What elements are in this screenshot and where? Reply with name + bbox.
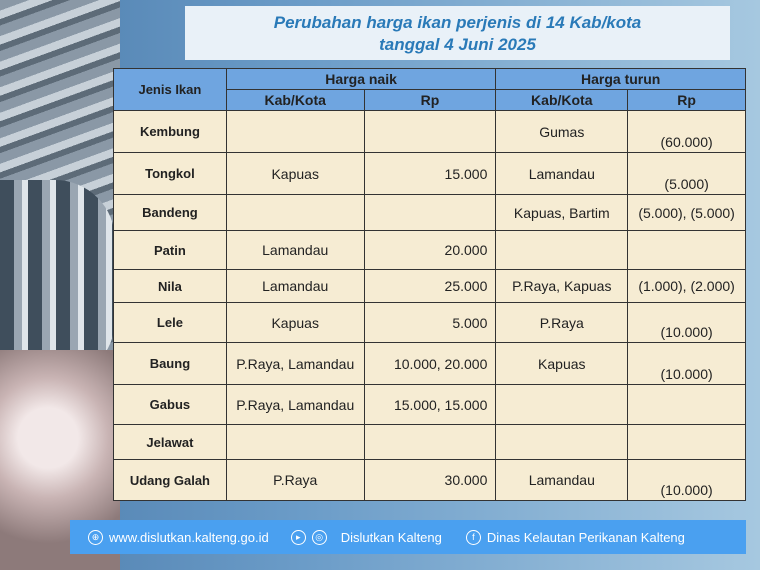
fish-name-cell: Kembung (114, 111, 227, 153)
turun-kab-cell (496, 231, 628, 270)
table-row (114, 303, 746, 343)
turun-kab-cell: Kapuas, Bartim (496, 195, 628, 231)
header-jenis: Jenis Ikan (114, 69, 227, 111)
naik-rp-cell (364, 111, 496, 153)
website-link[interactable]: www.dislutkan.kalteng.go.id (109, 529, 269, 545)
naik-rp-cell: 20.000 (364, 231, 496, 270)
footer-bar (70, 520, 746, 554)
turun-rp-cell: (10.000) (628, 343, 746, 385)
facebook-page[interactable]: Dinas Kelautan Perikanan Kalteng (486, 529, 685, 545)
naik-rp-cell: 15.000 (364, 153, 496, 195)
fish-name-cell: Tongkol (114, 153, 227, 195)
turun-rp-cell: (60.000) (628, 111, 746, 153)
table-row (114, 270, 746, 303)
naik-kab-cell: P.Raya, Lamandau (226, 343, 364, 385)
table-row (114, 385, 746, 425)
naik-kab-cell: Kapuas (226, 153, 364, 195)
table-row (114, 195, 746, 231)
fish-name-cell: Lele (114, 303, 227, 343)
table-row (114, 425, 746, 460)
turun-rp-cell: (1.000), (2.000) (628, 270, 746, 303)
turun-kab-cell: Gumas (496, 111, 628, 153)
turun-rp-cell: (5.000) (628, 153, 746, 195)
fish-name-cell: Bandeng (114, 195, 227, 231)
fish-name-cell: Baung (114, 343, 227, 385)
naik-rp-cell: 30.000 (364, 460, 496, 501)
turun-kab-cell (496, 385, 628, 425)
fish-name-cell: Gabus (114, 385, 227, 425)
facebook-icon: f (466, 530, 481, 545)
social-handle[interactable]: Dislutkan Kalteng (340, 529, 442, 545)
naik-kab-cell: Kapuas (226, 303, 364, 343)
header-turun-rp: Rp (628, 90, 746, 111)
price-table (113, 68, 746, 501)
naik-rp-cell: 10.000, 20.000 (364, 343, 496, 385)
table-row (114, 153, 746, 195)
table-row (114, 231, 746, 270)
turun-kab-cell: P.Raya, Kapuas (496, 270, 628, 303)
naik-kab-cell (226, 195, 364, 231)
turun-rp-cell (628, 425, 746, 460)
table-row (114, 460, 746, 501)
naik-kab-cell (226, 425, 364, 460)
fish-name-cell: Patin (114, 231, 227, 270)
naik-rp-cell: 15.000, 15.000 (364, 385, 496, 425)
naik-kab-cell: P.Raya, Lamandau (226, 385, 364, 425)
header-turun: Harga turun (496, 69, 746, 90)
fish-name-cell: Jelawat (114, 425, 227, 460)
turun-rp-cell (628, 385, 746, 425)
naik-kab-cell: P.Raya (226, 460, 364, 501)
naik-rp-cell (364, 195, 496, 231)
fish-name-cell: Udang Galah (114, 460, 227, 501)
header-naik-rp: Rp (364, 90, 496, 111)
turun-rp-cell: (10.000) (628, 303, 746, 343)
turun-rp-cell: (10.000) (628, 460, 746, 501)
page-title (185, 6, 730, 60)
table-row (114, 111, 746, 153)
turun-kab-cell: Lamandau (496, 460, 628, 501)
turun-kab-cell: P.Raya (496, 303, 628, 343)
naik-rp-cell (364, 425, 496, 460)
title-line1: Perubahan harga ikan perjenis di 14 Kab/kota (273, 13, 642, 32)
title-line2: tanggal 4 Juni 2025 (379, 35, 536, 54)
turun-kab-cell: Kapuas (496, 343, 628, 385)
naik-rp-cell: 25.000 (364, 270, 496, 303)
header-naik-kab: Kab/Kota (226, 90, 364, 111)
youtube-icon: ▸ (291, 530, 306, 545)
turun-kab-cell: Lamandau (496, 153, 628, 195)
fish-name-cell: Nila (114, 270, 227, 303)
turun-rp-cell: (5.000), (5.000) (628, 195, 746, 231)
naik-kab-cell: Lamandau (226, 270, 364, 303)
naik-kab-cell: Lamandau (226, 231, 364, 270)
header-naik: Harga naik (226, 69, 496, 90)
instagram-icon: ◎ (312, 530, 327, 545)
naik-rp-cell: 5.000 (364, 303, 496, 343)
naik-kab-cell (226, 111, 364, 153)
turun-rp-cell (628, 231, 746, 270)
table-row (114, 343, 746, 385)
turun-kab-cell (496, 425, 628, 460)
header-turun-kab: Kab/Kota (496, 90, 628, 111)
globe-icon: ⊕ (88, 530, 103, 545)
